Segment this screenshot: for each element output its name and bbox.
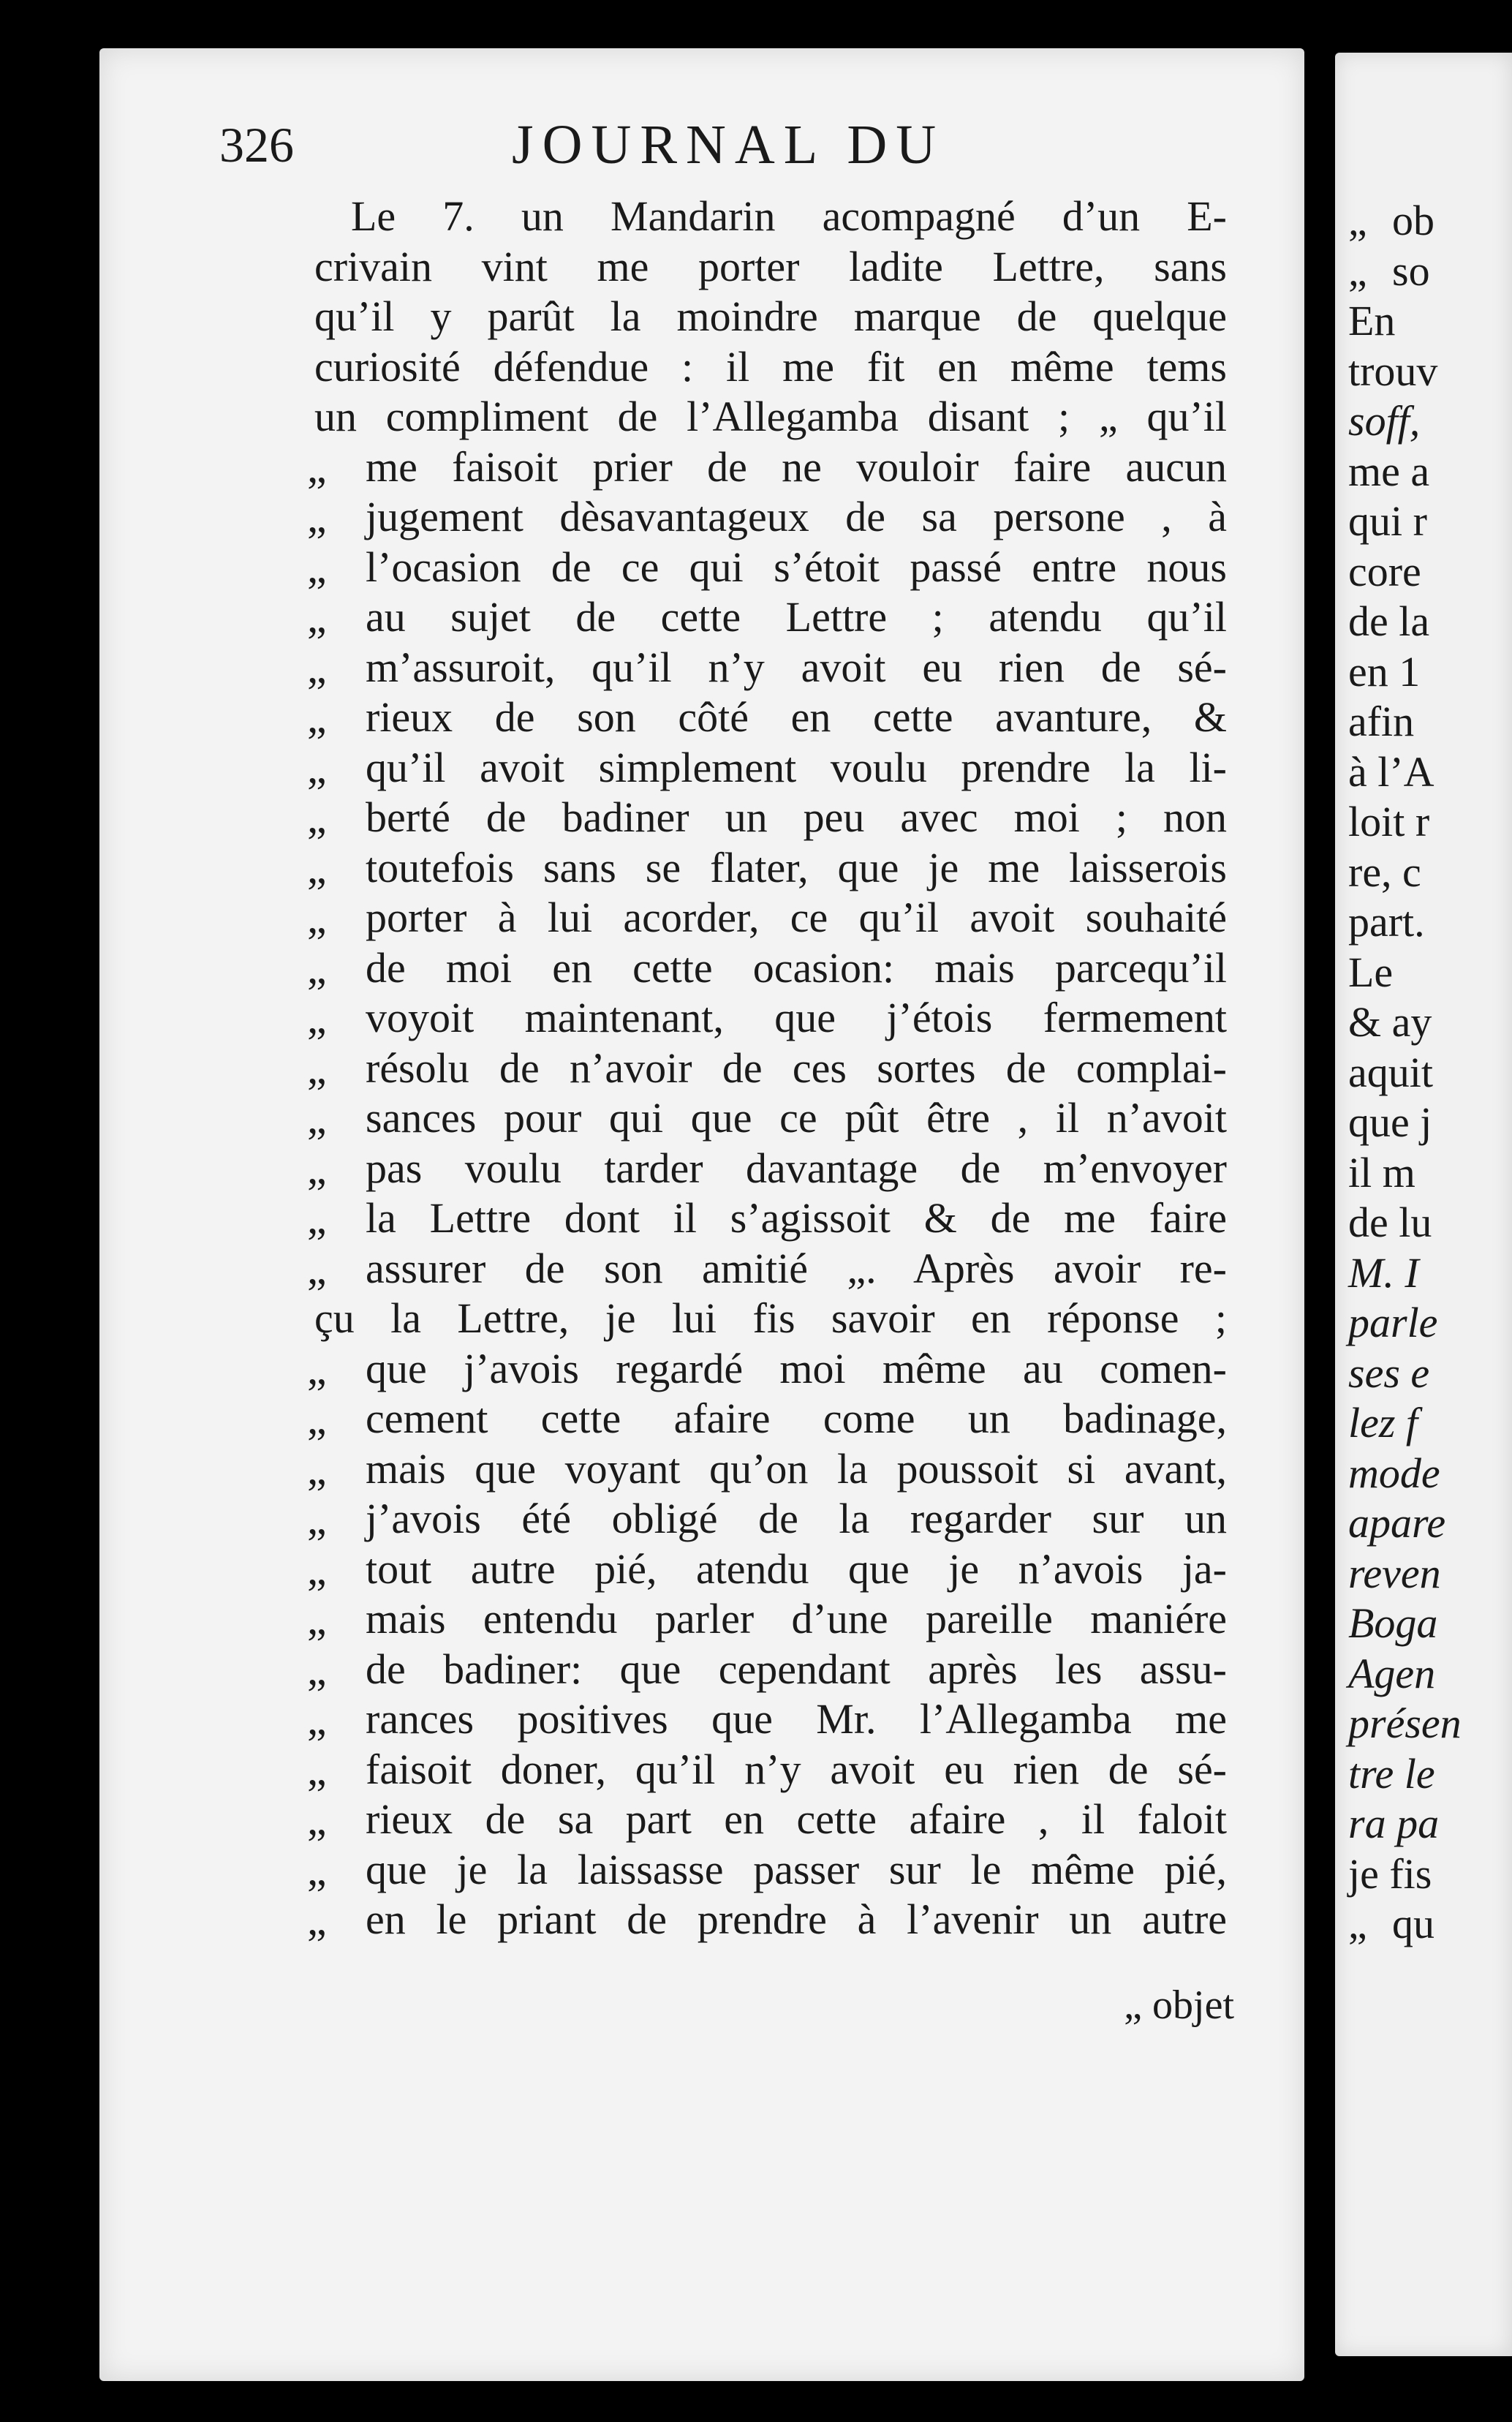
quote-mark: „	[307, 643, 327, 692]
line-text: mode	[1348, 1449, 1440, 1497]
quote-mark: „	[1348, 1900, 1367, 1947]
line-text: soff,	[1348, 397, 1421, 445]
line-text: ob	[1392, 197, 1434, 244]
line-text: toutefois sans se flater, que je me laisserois	[366, 843, 1227, 891]
line-text: je fis	[1348, 1849, 1432, 1898]
quote-mark: „	[307, 1495, 327, 1543]
quote-mark: „	[307, 1895, 327, 1944]
line-text: assurer de son amitié „. Après avoir re-	[366, 1244, 1227, 1292]
running-head: JOURNAL DU	[512, 114, 945, 176]
catchword: „ objet	[1124, 1983, 1234, 2028]
line-text: porter à lui acorder, ce qu’il avoit souhaité	[366, 894, 1227, 941]
text-line	[0, 1494, 1512, 1544]
line-text: de lu	[1348, 1199, 1432, 1246]
quote-mark: „	[307, 1745, 327, 1794]
line-text: trouv	[1348, 347, 1438, 395]
line-text: qui r	[1348, 497, 1427, 545]
text-line	[0, 1244, 1512, 1294]
line-text: la Lettre dont il s’agissoit & de me faire	[366, 1194, 1227, 1242]
line-text: so	[1392, 246, 1430, 295]
line-text: présen	[1348, 1699, 1462, 1747]
line-text: résolu de n’avoir de ces sortes de complai-	[366, 1044, 1227, 1092]
line-text: berté de badiner un peu avec moi ; non	[366, 793, 1227, 841]
line-text: de la	[1348, 597, 1430, 645]
line-text: Le	[1348, 948, 1394, 996]
line-text: cement cette afaire come un badinage,	[366, 1395, 1227, 1442]
line-text: part.	[1348, 898, 1425, 946]
line-text: faisoit doner, qu’il n’y avoit eu rien de sé-	[366, 1745, 1227, 1793]
line-text: au sujet de cette Lettre ; atendu qu’il	[366, 593, 1227, 641]
line-text: que je la laissasse passer sur le même pié,	[366, 1845, 1227, 1893]
page-number: 326	[219, 117, 294, 173]
text-line	[0, 1845, 1512, 1895]
text-line	[0, 1044, 1512, 1093]
text-line	[0, 592, 1512, 642]
line-text: çu la Lettre, je lui fis savoir en réponse ;	[314, 1294, 1227, 1342]
line-text: curiosité défendue : il me fit en même tems	[314, 342, 1227, 391]
quote-mark: „	[307, 1194, 327, 1242]
text-line	[0, 392, 1512, 442]
line-text: rieux de sa part en cette afaire , il faloit	[366, 1795, 1227, 1843]
line-text: qu’il avoit simplement voulu prendre la li-	[366, 743, 1227, 791]
line-text: un compliment de l’Allegamba disant ; „ qu’il	[314, 393, 1227, 440]
line-text: rieux de son côté en cette avanture, &	[366, 693, 1227, 741]
line-text: & ay	[1348, 998, 1432, 1046]
text-line	[0, 1093, 1512, 1143]
line-text: Le 7. un Mandarin acompagné d’un E-	[351, 192, 1227, 240]
text-line	[0, 1344, 1512, 1394]
line-text: m’assuroit, qu’il n’y avoit eu rien de sé-	[366, 643, 1227, 691]
quote-mark: „	[1348, 197, 1367, 244]
quote-mark: „	[307, 1444, 327, 1493]
line-text: mais entendu parler d’une pareille maniére	[366, 1595, 1227, 1642]
page-header	[0, 116, 1512, 174]
quote-mark: „	[307, 1344, 327, 1393]
text-line	[0, 993, 1512, 1043]
line-text: en 1	[1348, 647, 1421, 695]
quote-mark: „	[307, 543, 327, 592]
text-line	[0, 843, 1512, 893]
text-line	[0, 1795, 1512, 1844]
quote-mark: „	[307, 1094, 327, 1142]
text-line	[0, 1645, 1512, 1694]
quote-mark: „	[1348, 246, 1367, 295]
text-line	[0, 1745, 1512, 1795]
line-text: mais que voyant qu’on la poussoit si avant,	[366, 1444, 1227, 1493]
line-text: Agen	[1348, 1649, 1436, 1697]
line-text: me a	[1348, 447, 1430, 495]
quote-mark: „	[307, 1595, 327, 1643]
line-text: Boga	[1348, 1599, 1438, 1647]
line-text: en le priant de prendre à l’avenir un autre	[366, 1895, 1227, 1943]
quote-mark: „	[307, 1845, 327, 1894]
line-text: il m	[1348, 1148, 1415, 1196]
line-text: sances pour qui que ce pût être , il n’avoit	[366, 1094, 1227, 1142]
text-line	[0, 442, 1512, 492]
text-line	[0, 1895, 1512, 1944]
line-text: En	[1348, 297, 1396, 344]
text-line	[0, 292, 1512, 342]
line-text: M. I	[1348, 1248, 1419, 1297]
text-line	[0, 893, 1512, 943]
text-line	[0, 492, 1512, 542]
line-text: pas voulu tarder davantage de m’envoyer	[366, 1144, 1227, 1192]
quote-mark: „	[307, 1795, 327, 1844]
line-text: que j	[1348, 1098, 1432, 1146]
line-text: que j’avois regardé moi même au comen-	[366, 1344, 1227, 1392]
line-text: de badiner: que cependant après les assu-	[366, 1645, 1227, 1693]
quote-mark: „	[307, 894, 327, 942]
text-line	[0, 192, 1512, 241]
text-line	[0, 693, 1512, 742]
line-text: ra pa	[1348, 1800, 1440, 1847]
text-line	[0, 1694, 1512, 1744]
text-line	[0, 1294, 1512, 1343]
text-line	[0, 1193, 1512, 1243]
text-line	[0, 1544, 1512, 1594]
quote-mark: „	[307, 943, 327, 992]
line-text: tre le	[1348, 1749, 1435, 1797]
quote-mark: „	[307, 593, 327, 641]
line-text: à l’A	[1348, 747, 1434, 796]
line-text: re, c	[1348, 848, 1421, 896]
line-text: ses e	[1348, 1348, 1430, 1397]
line-text: lez f	[1348, 1399, 1418, 1446]
line-text: aquit	[1348, 1048, 1433, 1096]
quote-mark: „	[307, 1044, 327, 1093]
text-line	[0, 643, 1512, 693]
text-line	[0, 943, 1512, 993]
quote-mark: „	[307, 843, 327, 892]
text-line	[0, 793, 1512, 842]
text-line	[0, 1394, 1512, 1444]
line-text: core	[1348, 547, 1421, 595]
quote-mark: „	[307, 1695, 327, 1743]
line-text: me faisoit prier de ne vouloir faire aucun	[366, 442, 1227, 491]
quote-mark: „	[307, 493, 327, 541]
quote-mark: „	[307, 442, 327, 491]
text-line	[0, 1144, 1512, 1193]
line-text: jugement dèsavantageux de sa persone , à	[366, 493, 1227, 540]
text-line	[0, 242, 1512, 292]
text-line	[0, 543, 1512, 592]
line-text: apare	[1348, 1499, 1446, 1547]
quote-mark: „	[307, 693, 327, 742]
quote-mark: „	[307, 1645, 327, 1694]
quote-mark: „	[307, 994, 327, 1042]
text-line	[0, 342, 1512, 392]
line-text: rances positives que Mr. l’Allegamba me	[366, 1695, 1227, 1743]
text-line	[0, 1444, 1512, 1494]
line-text: tout autre pié, atendu que je n’avois ja-	[366, 1544, 1227, 1593]
quote-mark: „	[307, 743, 327, 792]
line-text: reven	[1348, 1549, 1441, 1597]
line-text: qu’il y parût la moindre marque de quelque	[314, 293, 1227, 340]
line-text: parle	[1348, 1299, 1438, 1346]
line-text: voyoit maintenant, que j’étois fermement	[366, 994, 1227, 1041]
quote-mark: „	[307, 1544, 327, 1593]
line-text: de moi en cette ocasion: mais parcequ’il	[366, 943, 1227, 992]
line-text: qu	[1392, 1900, 1434, 1947]
line-text: l’ocasion de ce qui s’étoit passé entre nous	[366, 543, 1227, 591]
line-text: afin	[1348, 698, 1415, 745]
text-line	[0, 743, 1512, 793]
text-line	[0, 1594, 1512, 1644]
line-text: crivain vint me porter ladite Lettre, sans	[314, 242, 1227, 290]
quote-mark: „	[307, 1244, 327, 1293]
line-text: loit r	[1348, 798, 1430, 845]
quote-mark: „	[307, 793, 327, 842]
quote-mark: „	[307, 1395, 327, 1443]
line-text: j’avois été obligé de la regarder sur un	[366, 1495, 1227, 1542]
quote-mark: „	[307, 1144, 327, 1193]
